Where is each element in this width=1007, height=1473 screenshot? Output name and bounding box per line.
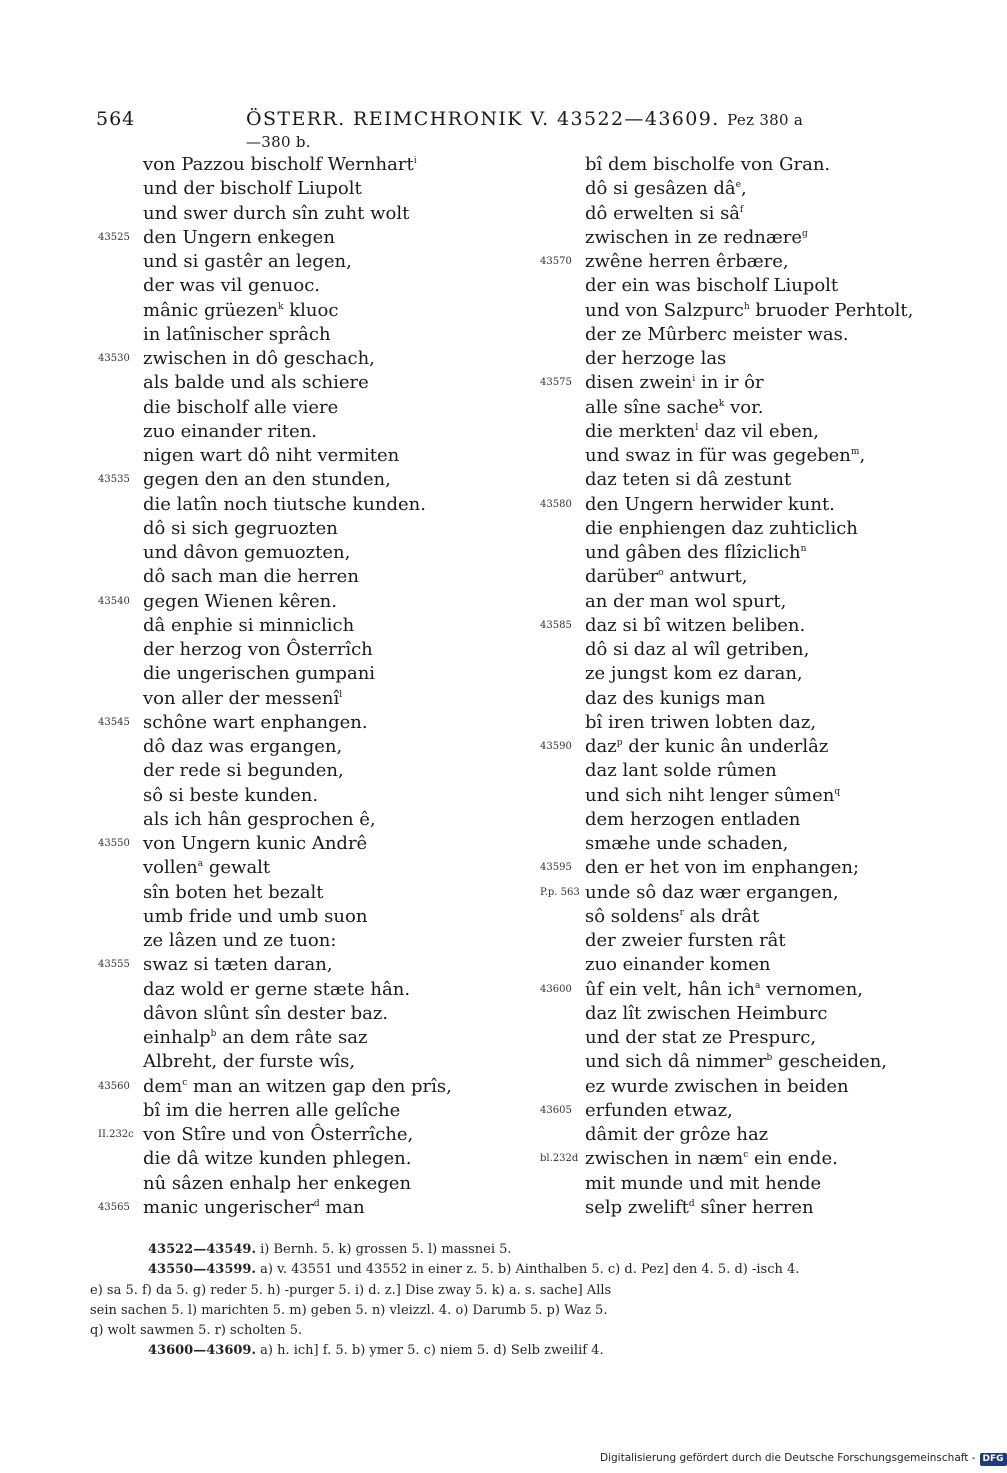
verse-text: die bischolf alle viere (143, 396, 339, 418)
footnote-marker: b (766, 1053, 773, 1064)
verse-line (540, 444, 970, 468)
verse-line (540, 881, 970, 905)
verse-text: und sich niht lenger sûmen$^q$ (585, 784, 841, 806)
line-number: 43580 (540, 498, 572, 510)
verse-line (98, 1147, 528, 1171)
footnote-marker: a (197, 859, 204, 870)
verse-line (98, 784, 528, 808)
footnote-marker: i (692, 374, 696, 385)
verse-text: selp zwelift$^d$ sîner herren (585, 1196, 814, 1218)
verse-line (98, 687, 528, 711)
line-number: 43565 (98, 1201, 130, 1213)
verse-text: erfunden etwaz, (585, 1099, 733, 1121)
verse-text: manic ungerischer$^d$ man (143, 1196, 365, 1218)
verse-line (540, 711, 970, 735)
footnote-marker: n (800, 544, 807, 554)
verse-line (98, 1075, 528, 1099)
verse-line (540, 638, 970, 662)
footnote-range: 43600—43609. (148, 1343, 256, 1359)
line-number: 43575 (540, 377, 572, 389)
verse-line (540, 1075, 970, 1099)
verse-text: und si gastêr an legen, (143, 251, 352, 272)
verse-text: der rede si begunden, (143, 760, 344, 782)
verse-text: und sich dâ nimmer$^b$ gescheiden, (585, 1051, 888, 1073)
verse-line (540, 759, 970, 783)
line-number: 43590 (540, 741, 572, 752)
verse-line (540, 832, 970, 856)
footnote-line: e) sa 5. f) da 5. g) reder 5. h) -purger 5. i) d. z.] Dise zway 5. k) a. s. sache] Alls (90, 1282, 612, 1298)
verse-line (540, 1026, 970, 1050)
verse-line (540, 371, 970, 395)
verse-text: zwischen in næm$^c$ ein ende. (585, 1148, 838, 1170)
verse-line (540, 1123, 970, 1147)
line-number: 43550 (98, 838, 130, 849)
verse-text: dâmit der grôze haz (585, 1124, 769, 1145)
verse-text: die dâ witze kunden phlegen. (143, 1148, 412, 1170)
verse-text: sîn boten het bezalt (143, 881, 324, 903)
verse-text: alle sîne sache$^k$ vor. (585, 396, 764, 418)
verse-line (98, 274, 528, 298)
footnote-marker: o (658, 568, 664, 579)
verse-line (540, 517, 970, 541)
verse-line (98, 735, 528, 759)
left-verse-column (98, 153, 528, 1220)
footnote-marker: l (695, 422, 699, 433)
verse-line (540, 614, 970, 638)
verse-text: bî dem bischolfe von Gran. (585, 154, 831, 175)
footnote-marker: c (182, 1077, 188, 1088)
verse-line (98, 371, 528, 395)
footnotes (90, 1240, 955, 1362)
verse-line (540, 493, 970, 517)
verse-text: von Ungern kunic Andrê (143, 833, 368, 854)
verse-line (98, 541, 528, 565)
verse-text: und der stat ze Prespurc, (585, 1027, 817, 1048)
verse-line (540, 978, 970, 1002)
verse-line (98, 444, 528, 468)
verse-line (98, 396, 528, 420)
verse-text: an der man wol spurt, (585, 590, 787, 612)
verse-text: der ze Mûrberc meister was. (585, 323, 849, 345)
verse-text: der herzoge las (585, 348, 727, 369)
line-number: P.p. 563 (540, 886, 580, 898)
verse-text: und der bischolf Liupolt (143, 178, 362, 200)
verse-text: und swer durch sîn zuht wolt (143, 202, 410, 224)
verse-line (98, 202, 528, 226)
verse-line (98, 1050, 528, 1074)
verse-text: zwischen in ze rednære$^g$ (585, 226, 808, 248)
verse-line (540, 905, 970, 929)
right-verse-column (540, 153, 970, 1220)
verse-text: von Pazzou bischolf Wernhart$^i$ (143, 154, 417, 175)
line-number: 43595 (540, 862, 572, 874)
verse-line (540, 468, 970, 492)
verse-text: daz des kunigs man (585, 687, 766, 709)
verse-text: umb fride und umb suon (143, 905, 368, 927)
verse-line (98, 638, 528, 662)
verse-text: dem$^c$ man an witzen gap den prîs, (143, 1075, 452, 1097)
verse-text: swaz si tæten daran, (143, 954, 333, 976)
verse-text: den er het von im enphangen; (585, 857, 860, 879)
verse-text: dô si daz al wîl getriben, (585, 639, 810, 660)
verse-text: disen zwein$^i$ in ir ôr (585, 372, 764, 394)
verse-line (98, 299, 528, 323)
footnote-range: 43522—43549. (148, 1242, 256, 1257)
pez-reference: Pez 380 a—380 b. (246, 111, 804, 151)
verse-line (540, 1002, 970, 1026)
verse-text: daz lît zwischen Heimburc (585, 1002, 828, 1024)
verse-line (540, 662, 970, 686)
verse-line (540, 420, 970, 444)
verse-text: die enphiengen daz zuhticlich (585, 517, 858, 539)
verse-line (98, 832, 528, 856)
verse-text: bî iren triwen lobten daz, (585, 711, 817, 733)
verse-text: ez wurde zwischen in beiden (585, 1075, 849, 1097)
verse-line (98, 1099, 528, 1123)
verse-text: sô si beste kunden. (143, 784, 319, 806)
verse-text: daz$^p$ der kunic ân underlâz (585, 736, 829, 757)
verse-line (98, 1172, 528, 1196)
verse-line (98, 493, 528, 517)
verse-text: die ungerischen gumpani (143, 663, 376, 685)
verse-line (540, 226, 970, 250)
verse-text: darüber$^o$ antwurt, (585, 566, 748, 588)
verse-line (98, 565, 528, 589)
footnote-marker: d (688, 1198, 695, 1209)
verse-line (98, 1123, 528, 1147)
verse-text: daz lant solde rûmen (585, 760, 777, 782)
verse-text: die merkten$^l$ daz vil eben, (585, 420, 819, 442)
verse-text: nû sâzen enhalp her enkegen (143, 1172, 412, 1194)
verse-text: nigen wart dô niht vermiten (143, 445, 400, 466)
verse-text: ûf ein velt, hân ich$^a$ vernomen, (585, 978, 864, 1000)
footnote-line: sein sachen 5. l) marichten 5. m) geben 5. n) vleizzl. 4. o) Darumb 5. p) Waz 5. (90, 1302, 608, 1318)
verse-text: gegen Wienen kêren. (143, 590, 337, 612)
verse-text: gegen den an den stunden, (143, 469, 391, 491)
verse-text: daz teten si dâ zestunt (585, 469, 792, 491)
verse-line (98, 590, 528, 614)
verse-text: dâ enphie si minniclich (143, 614, 355, 636)
verse-text: der ein was bischolf Liupolt (585, 275, 839, 297)
verse-line (98, 226, 528, 250)
verse-line (540, 299, 970, 323)
footnote-range: 43550—43599. (148, 1262, 256, 1278)
verse-line (98, 808, 528, 832)
verse-text: dâvon slûnt sîn dester baz. (143, 1002, 389, 1024)
footnote-marker: c (743, 1150, 749, 1161)
footnote-marker: i (413, 156, 417, 166)
footnote-marker: d (313, 1198, 320, 1209)
verse-line (98, 929, 528, 953)
footnote-marker: m (850, 447, 860, 457)
footnote-marker: q (834, 786, 841, 797)
line-number: 43600 (540, 983, 572, 995)
verse-text: als ich hân gesprochen ê, (143, 808, 376, 830)
verse-line (98, 905, 528, 929)
footnote-marker: p (616, 738, 623, 748)
verse-line (540, 541, 970, 565)
verse-line (98, 953, 528, 977)
verse-text: dô erwelten si $sâ^f$ (585, 202, 744, 224)
dfg-logo: DFG (980, 1453, 1007, 1466)
verse-text: der zweier fursten rât (585, 930, 786, 951)
verse-text: zuo einander komen (585, 954, 771, 976)
verse-text: bî im die herren alle gelîche (143, 1099, 401, 1121)
verse-text: dem herzogen entladen (585, 808, 801, 830)
verse-line (98, 177, 528, 201)
verse-line (98, 711, 528, 735)
verse-line (98, 759, 528, 783)
verse-text: smæhe unde schaden, (585, 833, 789, 854)
verse-line (540, 1172, 970, 1196)
line-number: 43555 (98, 959, 130, 971)
verse-line (98, 856, 528, 880)
verse-line (540, 153, 970, 177)
verse-line (540, 250, 970, 274)
verse-line (98, 153, 528, 177)
verse-line (98, 420, 528, 444)
verse-text: einhalp$^b$ an dem râte saz (143, 1027, 368, 1048)
page-number: 564 (96, 108, 136, 130)
footnote-marker: g (802, 228, 808, 239)
verse-line (540, 177, 970, 201)
verse-line (98, 347, 528, 371)
verse-text: den Ungern herwider kunt. (585, 493, 835, 515)
line-number: 43540 (98, 595, 130, 607)
verse-line (98, 614, 528, 638)
verse-line (540, 274, 970, 298)
footnote-line: q) wolt sawmen 5. r) scholten 5. (90, 1323, 303, 1339)
footnote-marker: f (740, 204, 744, 215)
verse-text: dô daz was ergangen, (143, 736, 343, 757)
verse-text: dô sach man die herren (143, 566, 359, 588)
line-number: 43570 (540, 256, 572, 267)
verse-line (98, 517, 528, 541)
verse-line (98, 978, 528, 1002)
verse-text: und swaz in für was gegeben$^m$, (585, 445, 866, 466)
page-header (96, 108, 816, 151)
verse-line (98, 323, 528, 347)
verse-line (540, 1050, 970, 1074)
verse-text: zuo einander riten. (143, 420, 318, 442)
footnote-line: 43522—43549. i) Bernh. 5. k) grossen 5. l) massnei 5. (148, 1242, 512, 1257)
line-number: 43525 (98, 231, 130, 243)
verse-text: daz wold er gerne stæte hân. (143, 978, 411, 1000)
footnote-marker: k (718, 398, 725, 409)
line-number: 43545 (98, 716, 130, 728)
verse-line (540, 202, 970, 226)
footnote-marker: k (278, 301, 284, 312)
verse-line (540, 953, 970, 977)
line-number: 43605 (540, 1104, 572, 1116)
verse-line (540, 396, 970, 420)
verse-text: Albreht, der furste wîs, (143, 1051, 356, 1073)
verse-text: schône wart enphangen. (143, 711, 368, 733)
footer-text: Digitalisierung gefördert durch die Deutsche Forschungsgemeinschaft - (600, 1452, 976, 1464)
line-number: bl.232d (540, 1153, 579, 1165)
verse-line (98, 1002, 528, 1026)
verse-text: dô si gesâzen $dâ^e$, (585, 178, 747, 200)
page-title: ÖSTERR. REIMCHRONIK V. 43522—43609. Pez 380 a—380 b. (246, 108, 804, 151)
footnote-marker: r (679, 907, 684, 918)
verse-line (540, 687, 970, 711)
verse-text: sô soldens$^r$ als drât (585, 905, 760, 927)
verse-line (540, 590, 970, 614)
verse-line (540, 323, 970, 347)
line-number: II.232c (98, 1129, 134, 1140)
verse-line (540, 1147, 970, 1171)
verse-line (540, 929, 970, 953)
verse-text: der was vil genuoc. (143, 275, 321, 297)
verse-line (98, 250, 528, 274)
verse-line (540, 808, 970, 832)
verse-text: zwêne herren êrbære, (585, 251, 789, 272)
line-number: 43535 (98, 474, 130, 486)
footnote-marker: b (210, 1029, 217, 1039)
verse-text: von Stîre und von Ôsterrîche, (143, 1124, 414, 1145)
verse-line (98, 1196, 528, 1220)
verse-line (98, 881, 528, 905)
footnote-line: 43600—43609. a) h. ich] f. 5. b) ymer 5. c) niem 5. d) Selb zweilif 4. (148, 1343, 604, 1359)
verse-line (98, 468, 528, 492)
footnote-marker: a (755, 980, 761, 991)
verse-text: daz si bî witzen beliben. (585, 614, 806, 636)
funding-footer (600, 1452, 1004, 1468)
verse-line (540, 784, 970, 808)
verse-text: vollen$^a$ gewalt (143, 857, 271, 879)
verse-line (540, 1196, 970, 1220)
verse-text: zwischen in dô geschach, (143, 348, 375, 369)
line-number: 43560 (98, 1080, 130, 1092)
verse-line (540, 565, 970, 589)
verse-text: und von Salzpurc$^h$ bruoder Perhtolt, (585, 299, 914, 321)
verse-text: und gâben des flîziclich$^n$ (585, 542, 807, 563)
verse-text: als balde und als schiere (143, 372, 369, 394)
verse-line (98, 662, 528, 686)
verse-line (540, 347, 970, 371)
verse-text: ze jungst kom ez daran, (585, 663, 803, 685)
verse-line (540, 856, 970, 880)
verse-line (98, 1026, 528, 1050)
verse-text: mânic grüezen$^k$ kluoc (143, 299, 339, 321)
verse-text: in latînischer sprâch (143, 323, 331, 345)
verse-line (540, 735, 970, 759)
footnote-marker: l (339, 689, 343, 700)
verse-text: die latîn noch tiutsche kunden. (143, 493, 426, 515)
line-number: 43585 (540, 619, 572, 631)
line-number: 43530 (98, 353, 130, 364)
verse-text: und dâvon gemuozten, (143, 542, 351, 563)
verse-text: den Ungern enkegen (143, 226, 335, 248)
footnote-marker: h (743, 301, 750, 312)
footnote-line: 43550—43599. a) v. 43551 und 43552 in einer z. 5. b) Ainthalben 5. c) d. Pez] den 4. 5. d) -isch 4. (148, 1262, 800, 1278)
verse-text: der herzog von Ôsterrîch (143, 639, 373, 660)
verse-text: unde sô daz wær ergangen, (585, 881, 839, 903)
verse-text: von aller der messenî$^l$ (143, 687, 343, 709)
verse-text: mit munde und mit hende (585, 1172, 822, 1194)
verse-text: dô si sich gegruozten (143, 517, 338, 539)
verse-text: ze lâzen und ze tuon: (143, 930, 337, 951)
verse-line (540, 1099, 970, 1123)
footnote-marker: e (735, 180, 741, 191)
